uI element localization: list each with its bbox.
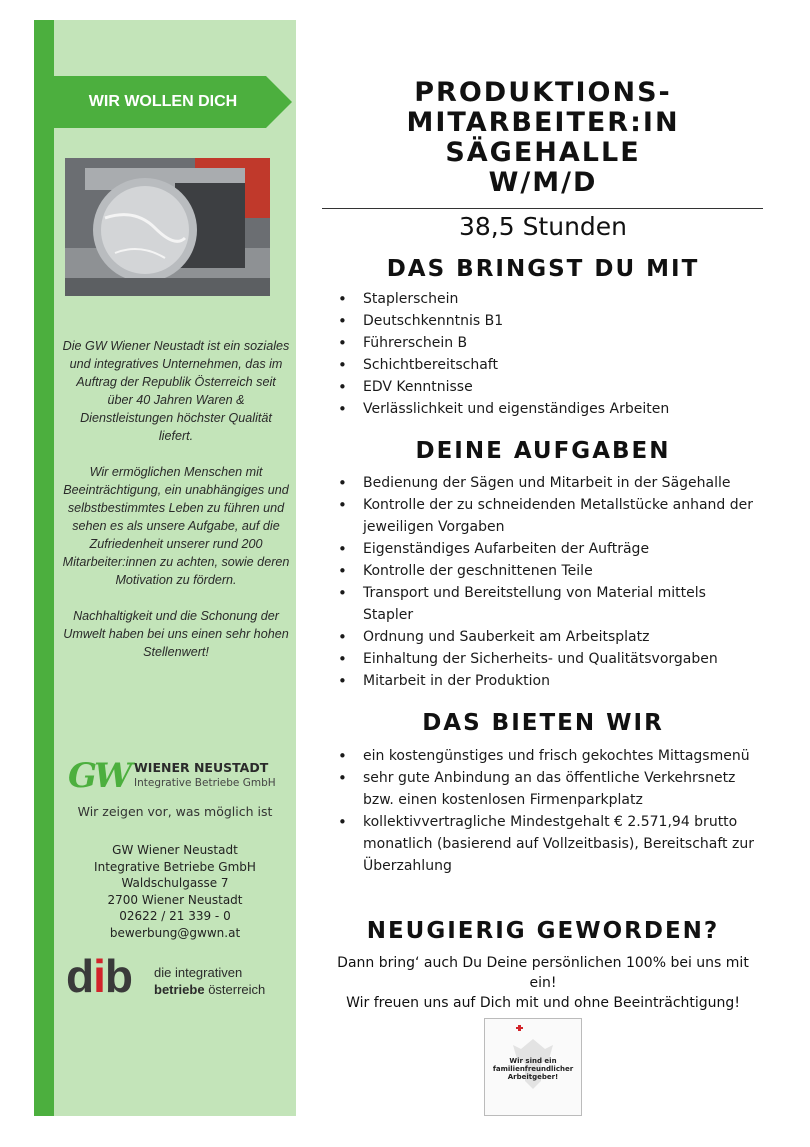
phone-number: 02622 / 21 339 - 0: [119, 909, 231, 923]
list-item: • kollektivvertragliche Mindestgehalt € 2.571,94 brutto monatlich (basierend auf Vollzeitbasis), Bereitschaft zur Überzahlung: [336, 811, 756, 877]
list-item: • ein kostengünstiges und frisch gekochtes Mittagsmenü: [336, 745, 756, 767]
job-title-line: PRODUKTIONS-: [414, 77, 672, 108]
dib-logo-mark: dib: [66, 950, 132, 1002]
dib-logo: [66, 950, 286, 1003]
family-friendly-seal: [484, 1018, 582, 1116]
list-item: • Einhaltung der Sicherheits- und Qualitätsvorgaben: [336, 648, 756, 670]
job-title-line: SÄGEHALLE: [445, 137, 641, 168]
job-title-line: MITARBEITER:IN: [406, 107, 680, 138]
list-item: • EDV Kenntnisse: [336, 376, 756, 398]
gw-logo-subtitle: Integrative Betriebe GmbH: [134, 777, 276, 789]
address-line: Integrative Betriebe GmbH: [94, 859, 256, 874]
gw-logo: [68, 756, 288, 796]
list-item: • Führerschein B: [336, 332, 756, 354]
title-divider: [322, 208, 763, 209]
job-title: [322, 78, 764, 198]
job-title-line: W/M/D: [488, 167, 598, 198]
requirements-list: [336, 288, 756, 420]
list-item: • Kontrolle der zu schneidenden Metallstücke anhand der jeweiligen Vorgaben: [336, 494, 756, 538]
dib-logo-line2: betriebe österreich: [154, 982, 266, 997]
tagline: Wir zeigen vor, was möglich ist: [77, 804, 273, 819]
list-item: • Bedienung der Sägen und Mitarbeit in der Sägehalle: [336, 472, 756, 494]
company-intro: [62, 337, 290, 679]
list-item: • Staplerschein: [336, 288, 756, 310]
banner: [54, 76, 292, 128]
working-hours: 38,5 Stunden: [458, 212, 628, 241]
list-item: • Ordnung und Sauberkeit am Arbeitsplatz: [336, 626, 756, 648]
email-link[interactable]: bewerbung@gwwn.at: [109, 925, 241, 940]
section-heading-benefits: DAS BIETEN WIR: [422, 710, 664, 736]
closing-text: [322, 953, 764, 1013]
section-heading-tasks: DEINE AUFGABEN: [415, 438, 671, 464]
intro-paragraph: Nachhaltigkeit und die Schonung der Umwelt haben bei uns einen sehr hohen Stellenwert!: [63, 609, 289, 659]
list-item: • Mitarbeit in der Produktion: [336, 670, 756, 692]
list-item: • Kontrolle der geschnittenen Teile: [336, 560, 756, 582]
closing-line: Wir freuen uns auf Dich mit und ohne Beeinträchtigung!: [346, 995, 740, 1011]
intro-paragraph: Wir ermöglichen Menschen mit Beeinträchtigung, ein unabhängiges und selbstbestimmtes Leben zu führen und sehen es als unsere Aufgabe, auf die Zufriedenheit unserer rund 200 Mitarbeiter:innen zu achten, sowie deren Motivation zu fördern.: [62, 465, 290, 587]
dib-logo-line1: die integrativen: [154, 965, 243, 980]
gw-logo-name: WIENER NEUSTADT: [134, 760, 269, 775]
closing-line: Dann bring‘ auch Du Deine persönlichen 100% bei uns mit ein!: [337, 955, 749, 991]
list-item: • Verlässlichkeit und eigenständiges Arbeiten: [336, 398, 756, 420]
section-heading-curious: NEUGIERIG GEWORDEN?: [366, 918, 720, 944]
list-item: • Transport und Bereitstellung von Material mittels Stapler: [336, 582, 756, 626]
benefits-list: [336, 745, 756, 877]
address-line: 2700 Wiener Neustadt: [107, 892, 243, 907]
seal-text: Wir sind ein familienfreundlicher Arbeitgeber!: [492, 1057, 574, 1081]
address-line: GW Wiener Neustadt: [112, 843, 238, 857]
list-item: • Schichtbereitschaft: [336, 354, 756, 376]
list-item: • sehr gute Anbindung an das öffentliche Verkehrsnetz bzw. einen kostenlosen Firmenparkplatz: [336, 767, 756, 811]
list-item: • Deutschkenntnis B1: [336, 310, 756, 332]
banner-text: WIR WOLLEN DICH: [88, 93, 238, 110]
accent-bar: [34, 20, 54, 1116]
saw-photo: [65, 158, 270, 296]
tasks-list: [336, 472, 756, 692]
list-item: • Eigenständiges Aufarbeiten der Aufträge: [336, 538, 756, 560]
contact-address: [54, 842, 296, 941]
gw-logo-mark: GW: [68, 756, 130, 796]
address-line: Waldschulgasse 7: [121, 876, 229, 890]
intro-paragraph: Die GW Wiener Neustadt ist ein soziales und integratives Unternehmen, das im Auftrag der Republik Österreich seit über 40 Jahren Waren & Dienstleistungen höchster Qualität liefert.: [62, 339, 290, 443]
section-heading-requirements: DAS BRINGST DU MIT: [386, 256, 700, 282]
